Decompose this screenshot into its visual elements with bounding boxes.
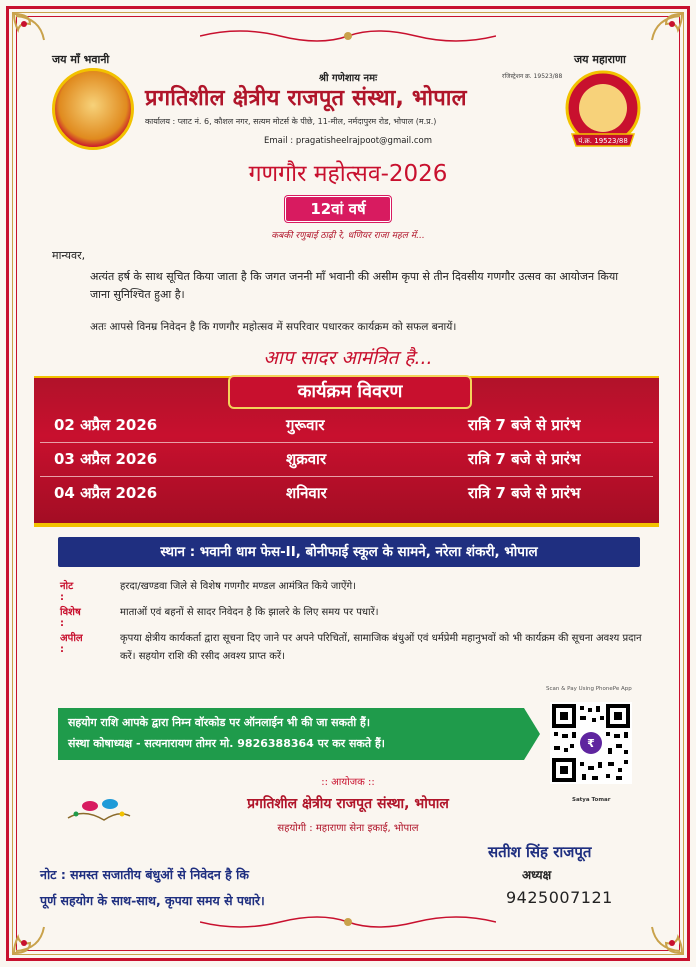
- letter-paragraph-2: अतः आपसे विनम्र निवेदन है कि गणगौर महोत्सव में सपरिवार पधारकर कार्यक्रम को सफल बनायें।: [90, 321, 457, 333]
- corner-ornament-icon: [10, 10, 50, 50]
- organizer-helper: सहयोगी : महाराणा सेना इकाई, भोपाल: [277, 823, 419, 834]
- svg-text:₹: ₹: [587, 737, 595, 750]
- arrow-right-icon: [524, 708, 540, 760]
- qr-caption: Scan & Pay Using PhonePe App: [546, 686, 632, 692]
- program-row: [40, 444, 653, 474]
- program-date: 02 अप्रैल 2026: [54, 416, 158, 434]
- program-heading: कार्यक्रम विवरण: [228, 375, 472, 409]
- shri-ganeshay: श्री गणेशाय नमः: [318, 73, 378, 84]
- year-badge: 12वां वर्ष: [285, 196, 391, 222]
- letter-paragraph-1: अत्यंत हर्ष के साथ सूचित किया जाता है कि जगत जननी माँ भवानी की असीम कृपा से तीन दिवसीय गणगौर उत्सव का आयोजन किया जाना सुनिश्चित हुआ है।: [90, 270, 619, 301]
- organizer-label: :: आयोजक ::: [321, 777, 375, 788]
- program-time: रात्रि 7 बजे से प्रारंभ: [468, 416, 581, 434]
- office-address: कार्यालय : प्लाट नं. 6, कौशल नगर, सत्यम मोटर्स के पीछे, 11-मील, नर्मदापुरम रोड, भोपाल (म.प्र.): [145, 117, 437, 126]
- left-blessing: जय माँ भवानी: [52, 53, 110, 66]
- program-time: रात्रि 7 बजे से प्रारंभ: [468, 450, 581, 468]
- program-time: रात्रि 7 बजे से प्रारंभ: [468, 484, 581, 502]
- row-divider: [40, 476, 653, 477]
- right-blessing: जय महाराणा: [574, 53, 626, 66]
- organizer-name: प्रगतिशील क्षेत्रीय राजपूत संस्था, भोपाल: [247, 796, 449, 812]
- row-divider: [40, 442, 653, 443]
- registration-number: रजिस्ट्रेशन क्र. 19523/88: [502, 73, 563, 80]
- invitation-line: आप सादर आमंत्रित है...: [263, 347, 433, 369]
- qr-code-icon[interactable]: [550, 702, 632, 784]
- bottom-swirl-ornament-icon: [200, 912, 496, 932]
- contribution-banner: [58, 708, 524, 760]
- program-date: 03 अप्रैल 2026: [54, 450, 158, 468]
- corner-ornament-icon: [10, 917, 50, 957]
- note-label: विशेष :: [60, 607, 81, 629]
- program-day: शनिवार: [286, 484, 327, 502]
- president-phone: 9425007121: [506, 888, 613, 907]
- president-title: अध्यक्ष: [522, 868, 552, 882]
- note-label: नोट :: [60, 581, 74, 603]
- top-swirl-ornament-icon: [200, 26, 496, 46]
- program-day: शुक्रवार: [286, 450, 327, 468]
- emblem-reg-text: पं.क्र. 19523/88: [578, 137, 628, 145]
- note-text: हरदा/खण्डवा जिले से विशेष गणगौर मण्डल आमंत्रित किये जाऐंगे।: [120, 581, 356, 592]
- footer-note-line-1: नोट : समस्त सजातीय बंधुओं से निवेदन है कि: [40, 867, 250, 882]
- program-day: गुरूवार: [286, 416, 325, 434]
- note-text: माताओं एवं बहनों से सादर निवेदन है कि झालरे के लिए समय पर पधारें।: [120, 607, 379, 618]
- program-row: [40, 478, 653, 508]
- email-address: Email : pragatisheelrajpoot@gmail.com: [263, 136, 433, 146]
- program-date: 04 अप्रैल 2026: [54, 484, 158, 502]
- qr-account-name: Satya Tomar: [572, 797, 611, 803]
- note-label: अपील :: [60, 633, 83, 655]
- festival-title: गणगौर महोत्सव-2026: [248, 161, 448, 187]
- corner-ornament-icon: [646, 917, 686, 957]
- note-text: कृपया क्षेत्रीय कार्यकर्ता द्वारा सूचना दिए जाने पर अपने परिचितों, सामाजिक बंधुओं एवं धर्मप्रेमी महानुभवों को भी कार्यक्रम की सूचना अवश्य प्रदान करें। सहयोग राशि की रसीद अवश्य प्राप्त करें।: [120, 633, 642, 662]
- footer-note: [40, 862, 420, 914]
- venue-banner: स्थान : भवानी धाम फेस-II, बोनीफाई स्कूल के सामने, नरेला शंकरी, भोपाल: [58, 537, 640, 567]
- festival-tagline: कबकी रणुबाई ठाढ़ी रे, धणियर राजा महल में...: [271, 231, 425, 241]
- contribution-line-1: सहयोग राशि आपके द्वारा निम्न वॉरकोड पर ऑनलाईन भी की जा सकती हैं।: [68, 716, 371, 729]
- salutation: मान्यवर,: [52, 249, 86, 262]
- contribution-line-2: संस्था कोषाध्यक्ष - सत्यनारायण तोमर मो. 9826388364 पर कर सकते हैं।: [68, 737, 385, 750]
- organization-name: प्रगतिशील क्षेत्रीय राजपूत संस्था, भोपाल: [145, 86, 467, 111]
- president-name: सतीश सिंह राजपूत: [488, 843, 592, 861]
- program-row: [40, 410, 653, 440]
- corner-ornament-icon: [646, 10, 686, 50]
- footer-note-line-2: पूर्ण सहयोग के साथ-साथ, कृपया समय से पधारे।: [40, 893, 265, 908]
